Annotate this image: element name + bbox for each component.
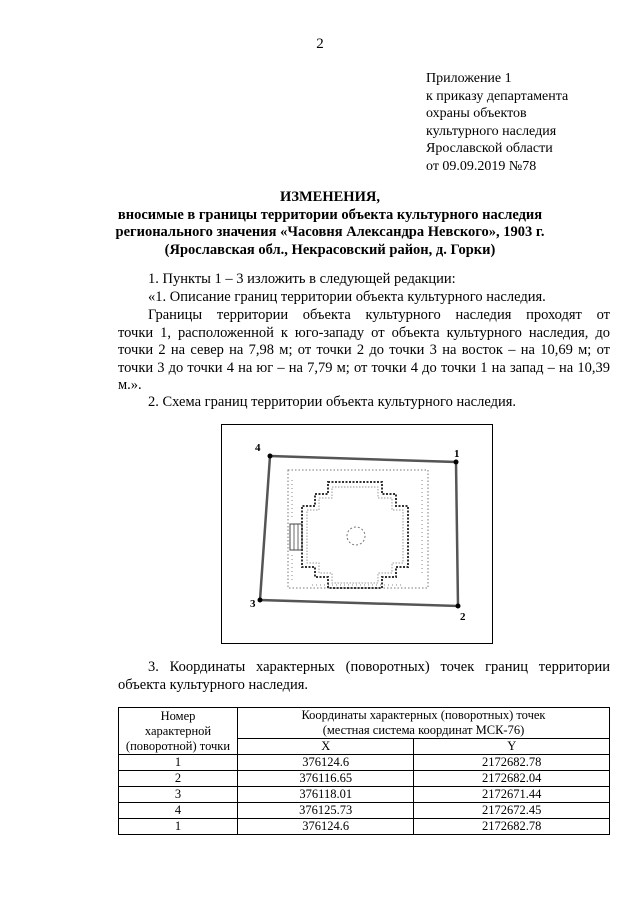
document-heading [60, 189, 600, 259]
appendix-block [426, 70, 568, 175]
paragraph-5 [118, 659, 610, 694]
point-label-3: 3 [250, 598, 256, 610]
appendix-line: Ярославской области [426, 141, 553, 156]
boundary-point-1 [454, 460, 459, 465]
appendix-line: от 09.09.2019 №78 [426, 158, 537, 174]
center-circle [347, 527, 365, 545]
paragraph-5-rest: объекта культурного наследия. [118, 676, 309, 693]
paragraph-4: 2. Схема границ территории объекта культурного наследия. [148, 394, 517, 410]
heading-line: регионального значения «Часовня Александра Невского», 1903 г. [115, 224, 545, 240]
table-row: 1 376124.6 2172682.78 [119, 819, 610, 835]
header-coordinates: Координаты характерных (поворотных) точек (местная система координат МСК-76) [238, 708, 610, 739]
paragraph-3-first: Границы территории объекта культурного наследия проходят от [148, 307, 610, 323]
appendix-line: Приложение 1 [426, 71, 512, 86]
heading-line: (Ярославская обл., Некрасовский район, д. Горки) [164, 241, 496, 258]
page-number: 2 [316, 36, 324, 52]
table-row: 1 376124.6 2172682.78 [119, 755, 610, 771]
table-row: 3 376118.01 2172671.44 [119, 787, 610, 803]
heading-line: ИЗМЕНЕНИЯ, [280, 189, 380, 205]
appendix-line: охраны объектов [426, 106, 527, 121]
boundary-point-3 [258, 598, 263, 603]
scheme-drawing [222, 425, 494, 645]
coordinates-table [118, 707, 610, 835]
building-outline [302, 482, 408, 588]
point-label-1: 1 [454, 448, 460, 460]
boundary-point-2 [456, 604, 461, 609]
building-inner-outline [307, 487, 403, 583]
paragraph-5-first: 3. Координаты характерных (поворотных) точек границ территории [148, 659, 610, 675]
appendix-line: культурного наследия [426, 123, 557, 139]
paragraph-3 [118, 307, 610, 395]
table-row: 2 376116.65 2172682.04 [119, 771, 610, 787]
paragraph-2: «1. Описание границ территории объекта культурного наследия. [148, 289, 546, 305]
point-label-4: 4 [255, 442, 261, 454]
header-y: Y [414, 739, 610, 755]
porch [290, 524, 302, 550]
header-x: X [238, 739, 414, 755]
paragraph-3-rest: точки 1, расположенной к юго-западу от объекта культурного наследия, до точки 2 на север на 7,98 м; от точки 2 до точки 3 на восток – на 10,69 м; от точки 3 до точки 4 на юг – на 7,79 м; от точки 4 до точки 1 на запад – на 10,39 м.». [118, 324, 610, 393]
table-row: 4 376125.73 2172672.45 [119, 803, 610, 819]
paragraph-1: 1. Пункты 1 – 3 изложить в следующей редакции: [148, 271, 456, 287]
header-point-number: Номер характерной (поворотной) точки [119, 708, 238, 755]
table-header-row [119, 708, 610, 739]
heading-line: вносимые в границы территории объекта культурного наследия [117, 206, 543, 223]
appendix-line: к приказу департамента [426, 88, 569, 104]
boundary-scheme [221, 424, 493, 644]
point-label-2: 2 [460, 611, 466, 623]
boundary-point-4 [268, 454, 273, 459]
